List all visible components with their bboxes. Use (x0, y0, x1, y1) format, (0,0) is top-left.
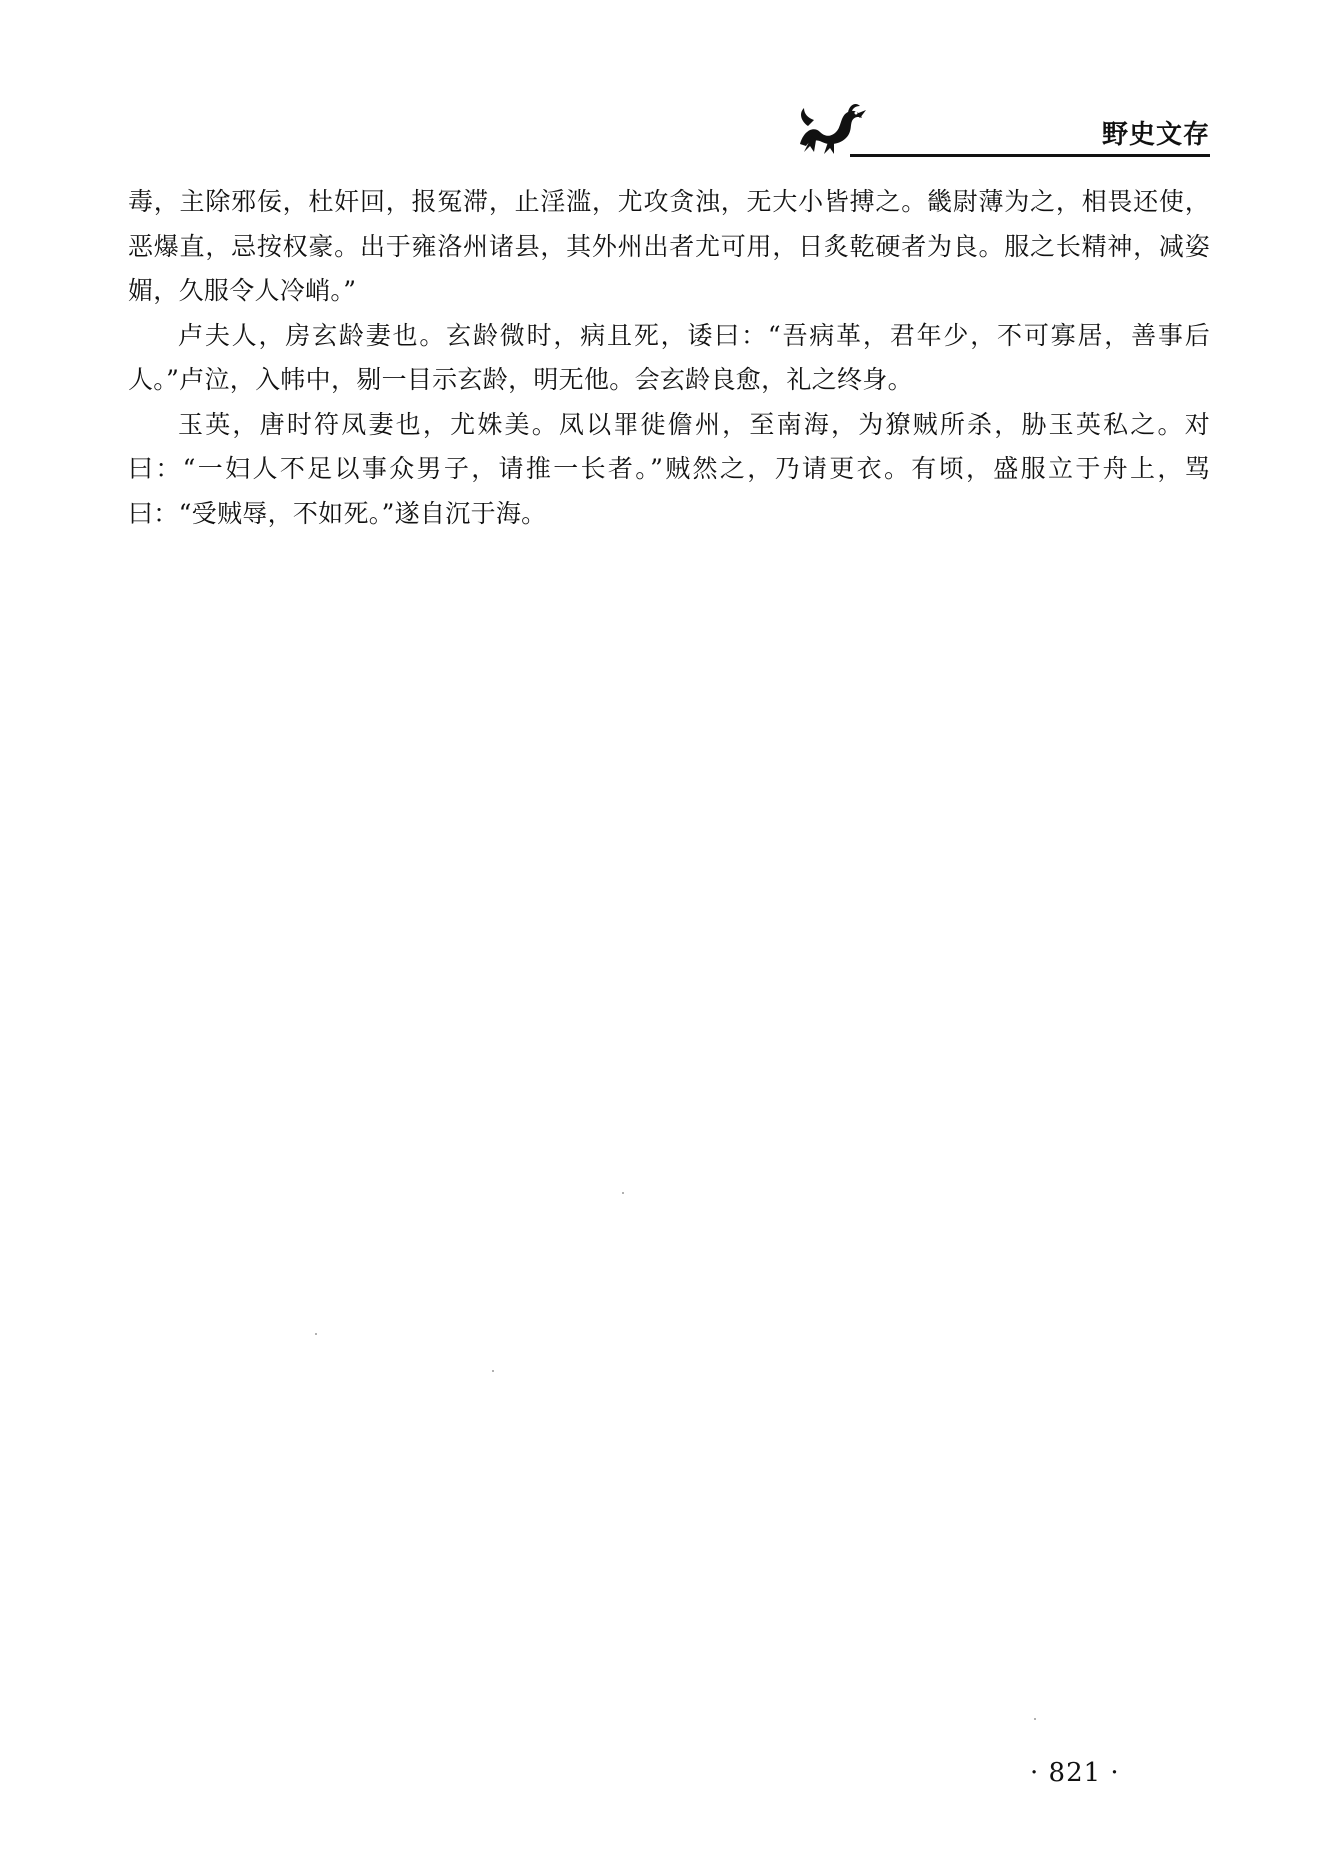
running-header (790, 96, 1210, 156)
dragon-emblem-icon (790, 96, 870, 156)
page-number: · 821 · (1030, 1758, 1120, 1788)
paragraph-2: 卢夫人，房玄龄妻也。玄龄微时，病且死，诿曰：“吾病革，君年少，不可寡居，善事后人。”卢泣，入帏中，剔一目示玄龄，明无他。会玄龄良愈，礼之终身。 (128, 320, 1210, 394)
scan-speck (622, 1192, 624, 1194)
body-text (128, 180, 1210, 536)
scan-speck (1034, 1718, 1036, 1720)
header-rule (850, 154, 1210, 157)
paragraph-1: 毒，主除邪佞，杜奸回，报冤滞，止淫滥，尤攻贪浊，无大小皆搏之。畿尉薄为之，相畏还使，恶爆直，忌按权豪。出于雍洛州诸县，其外州出者尤可用，日炙乾硬者为良。服之长精神，减姿媚，久服令人冷峭。” (128, 187, 1210, 305)
paragraph-3: 玉英，唐时符凤妻也，尤姝美。凤以罪徙儋州，至南海，为獠贼所杀，胁玉英私之。对曰：“一妇人不足以事众男子，请推一长者。”贼然之，乃请更衣。有顷，盛服立于舟上，骂曰：“受贼辱，不如死。”遂自沉于海。 (128, 409, 1210, 528)
header-title: 野史文存 (1101, 120, 1210, 150)
scan-speck (315, 1333, 317, 1335)
scan-speck (492, 1370, 494, 1372)
